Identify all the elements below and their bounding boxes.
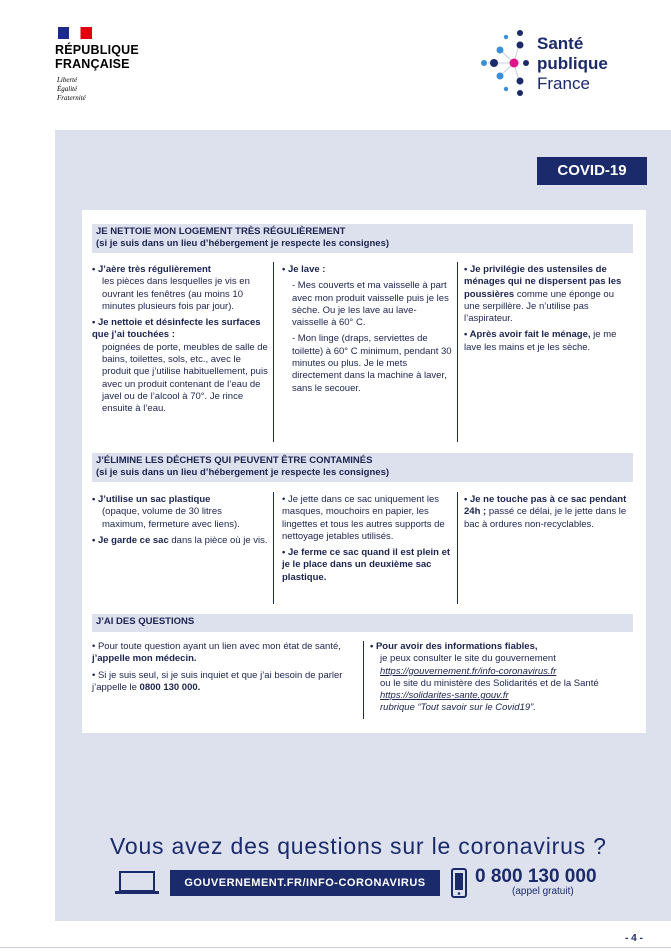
bullet-bold: • Je nettoie et désinfecte les surfaces que j’ai touchées : [92, 317, 261, 341]
hotline-number: 0 800 130 000 [475, 866, 597, 887]
section1-col3 [464, 264, 630, 358]
bullet-bold: • Pour avoir des informations fiables, [370, 641, 538, 652]
bullet-text: • Pour toute question ayant un lien avec mon état de santé, [92, 641, 341, 652]
header [0, 0, 671, 130]
republique-francaise-logo [55, 43, 139, 71]
section1-col2 [282, 264, 452, 399]
bullet-bold: • J’utilise un sac plastique [92, 494, 211, 505]
motto-egalite: Égalité [57, 85, 78, 93]
bullet-text: (opaque, volume de 30 litres maximum, fermeture avec liens). [102, 506, 240, 530]
phone-number-inline: 0800 130 000. [139, 681, 201, 693]
spf-line1: Santé [537, 34, 584, 53]
bullet-bold: • Je privilégie des ustensiles de ménages qui ne dispersent pas les poussières [464, 264, 622, 300]
bullet-bold: • Je garde ce sac [92, 534, 169, 546]
bullet-text: ou le site du ministère des Solidarités et de la Santé [380, 677, 599, 689]
bullet-text: poignées de porte, meubles de salle de bains, toilettes, sols, etc., avec le produit que j’utilise habituellement, puis avec un produit contenant de l’eau de javel ou de l’alcool à 70°. Je rince ensuite à l’eau. [102, 341, 268, 415]
bullet-text: je peux consulter le site du gouvernement [380, 653, 556, 665]
spf-line3: France [537, 74, 590, 93]
bullet-bold: • J’aère très régulièrement [92, 264, 211, 275]
bullet-bold: j’appelle mon médecin. [92, 653, 197, 665]
footer-divider [0, 947, 671, 948]
solidarites-sante-link[interactable]: https://solidarites-sante.gouv.fr [380, 690, 509, 702]
smartphone-icon [451, 868, 467, 898]
sante-publique-france-dots-icon [478, 25, 530, 100]
marianne-flag-logo [58, 27, 92, 39]
gouvernement-link[interactable]: https://gouvernement.fr/info-coronavirus.fr [380, 665, 557, 677]
dash-item: - Mon linge (draps, serviettes de toilette) à 60° C minimum, pendant 30 minutes ou plus. Je le mets directement dans la machine à laver, sans le secouer. [292, 333, 452, 394]
column-divider [273, 262, 274, 442]
bullet-bold: • Je ferme ce sac quand il est plein et je le place dans un deuxième sac plastique. [282, 547, 451, 583]
rf-motto [57, 76, 86, 103]
bullet-bold: • Je lave : [282, 264, 326, 275]
column-divider [273, 492, 274, 604]
section-title: J’ÉLIMINE LES DÉCHETS QUI PEUVENT ÊTRE CONTAMINÉS [96, 455, 373, 466]
dash-item: - Mes couverts et ma vaisselle à part avec mon produit vaisselle puis je les sèche. Ou je les lave au lave-vaisselle à 60° C. [292, 280, 449, 329]
bullet-text: rubrique “Tout savoir sur le Covid19”. [380, 702, 536, 714]
bullet-text: • Si je suis seul, si je suis inquiet et que j’ai besoin de parler j’appelle le [92, 669, 343, 693]
spf-line2: publique [537, 54, 608, 73]
rf-line2: FRANÇAISE [55, 57, 130, 71]
section-header-questions [92, 614, 633, 632]
bullet-text: dans la pièce où je vis. [171, 534, 268, 546]
section-title: J’AI DES QUESTIONS [96, 616, 195, 627]
bullet-text: • Je jette dans ce sac uniquement les masques, mouchoirs en papier, les lingettes et tous les autres supports de nettoyage jetables utilisés. [282, 494, 445, 542]
sante-publique-france-logo [537, 34, 608, 94]
covid-badge: COVID-19 [537, 157, 647, 185]
bullet-bold: • Je ne touche pas à ce sac pendant 24h ; [464, 494, 627, 518]
section2-col3 [464, 494, 630, 535]
bullet-text: je me lave les mains et je les sèche. [464, 329, 617, 353]
column-divider [457, 492, 458, 604]
section1-col1 [92, 264, 268, 420]
bottom-title: Vous avez des questions sur le coronavirus ? [110, 833, 607, 859]
rf-line1: RÉPUBLIQUE [55, 43, 139, 57]
hotline-note: (appel gratuit) [512, 886, 574, 897]
column-divider [363, 641, 364, 719]
section-subtitle: (si je suis dans un lieu d’hébergement je respecte les consignes) [96, 238, 390, 249]
section2-col1 [92, 494, 268, 551]
bullet-text: les pièces dans lesquelles je vis en ouvrant les fenêtres (au moins 10 minutes plusieurs fois par jour). [102, 276, 250, 312]
bullet-bold: • Après avoir fait le ménage, [464, 329, 591, 341]
bullet-text: comme une éponge ou une serpillère. Je n’utilise pas l’aspirateur. [464, 288, 614, 325]
section2-col2 [282, 494, 452, 588]
column-divider [457, 262, 458, 442]
bullet-text: passé ce délai, je le jette dans le bac à ordures non-recyclables. [464, 506, 627, 530]
section3-left [92, 641, 354, 698]
section-title: JE NETTOIE MON LOGEMENT TRÈS RÉGULIÈREMENT [96, 226, 346, 237]
motto-fraternite: Fraternité [57, 94, 86, 102]
section-header-waste [92, 453, 633, 482]
gov-info-coronavirus-button[interactable]: GOUVERNEMENT.FR/INFO-CORONAVIRUS [170, 870, 440, 896]
laptop-icon [114, 870, 160, 896]
section-header-cleaning [92, 224, 633, 253]
page-number: - 4 - [625, 933, 643, 944]
motto-liberte: Liberté [57, 76, 78, 84]
section-subtitle: (si je suis dans un lieu d’hébergement je respecte les consignes) [96, 467, 390, 478]
section3-right [370, 641, 632, 715]
